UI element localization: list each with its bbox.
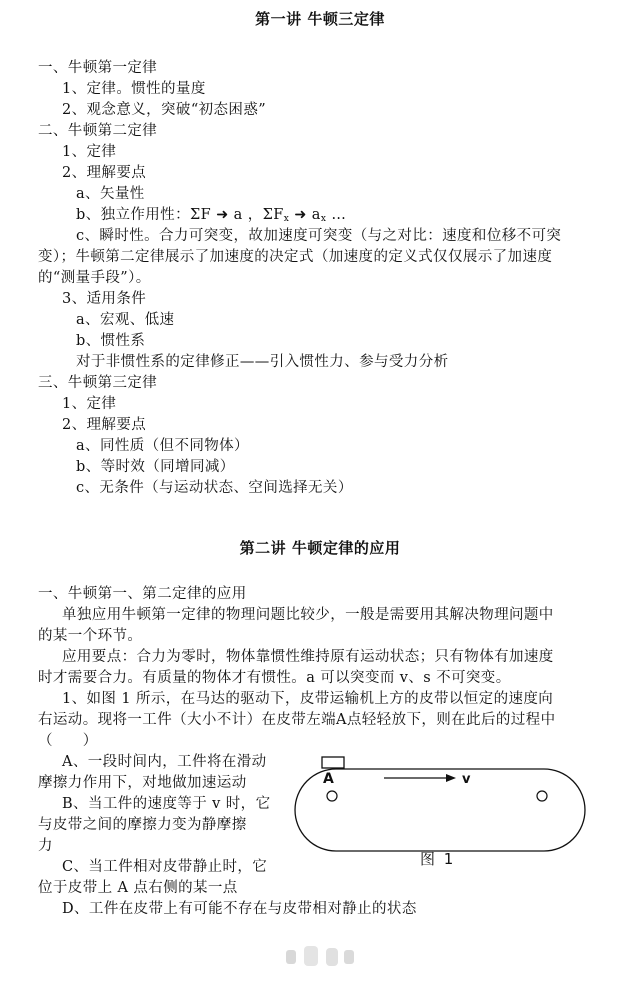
section2-item3: 3、适用条件 — [62, 291, 147, 307]
footer-blur-block — [326, 948, 338, 966]
section1-heading: 一、牛顿第一定律 — [38, 60, 158, 76]
paragraph1-line2: 的某一个环节。 — [38, 628, 143, 644]
question1-answer-blank: （ ） — [38, 733, 98, 749]
lecture2-title: 第二讲 牛顿定律的应用 — [239, 539, 401, 557]
section3-item2: 2、理解要点 — [62, 417, 147, 433]
section2-point-a: a、矢量性 — [76, 186, 145, 202]
section1-item2: 2、观念意义，突破“初态困惑” — [62, 102, 267, 118]
question1-line1: 1、如图 1 所示，在马达的驱动下，皮带运输机上方的皮带以恒定的速度向 — [62, 691, 554, 707]
option-b-line1: B、当工件的速度等于 v 时，它 — [62, 796, 271, 812]
footer-blur-block — [344, 950, 354, 964]
belt-right-wrap — [544, 769, 585, 851]
section3-point-c: c、无条件（与运动状态、空间选择无关） — [76, 480, 353, 496]
section3-heading: 三、牛顿第三定律 — [38, 375, 158, 391]
section2-point-c-line2: 变）；牛顿第二定律展示了加速度的决定式（加速度的定义式仅仅展示了加速度 — [38, 249, 553, 265]
question1-line2: 右运动。现将一工件（大小不计）在皮带左端A点轻轻放下，则在此后的过程中 — [38, 712, 556, 728]
section2-point-c-line1: c、瞬时性。合力可突变，故加速度可突变（与之对比：速度和位移不可突 — [76, 228, 562, 244]
right-pulley-axle — [537, 791, 547, 801]
section2-note: 对于非惯性系的定律修正——引入惯性力、参与受力分析 — [76, 354, 449, 370]
option-a-line1: A、一段时间内，工件将在滑动 — [62, 754, 267, 770]
section3-point-a: a、同性质（但不同物体） — [76, 438, 249, 454]
section2-heading: 二、牛顿第二定律 — [38, 123, 158, 139]
workpiece-block — [322, 757, 344, 768]
left-pulley-axle — [327, 791, 337, 801]
section2-item3-a: a、宏观、低速 — [76, 312, 175, 328]
lecture2-section1-heading: 一、牛顿第一、第二定律的应用 — [38, 586, 247, 602]
option-b-line2: 与皮带之间的摩擦力变为静摩擦 — [38, 817, 247, 833]
section2-item3-b: b、惯性系 — [76, 333, 146, 349]
point-b-prefix: b、独立作用性：ΣF ➜ a ，ΣF — [76, 207, 284, 223]
point-a-label: A — [323, 771, 334, 787]
paragraph2-line1: 应用要点：合力为零时，物体靠惯性维持原有运动状态；只有物体有加速度 — [62, 649, 554, 665]
figure-caption: 图 1 — [420, 850, 456, 868]
point-b-suffix: … — [326, 207, 347, 223]
section1-item1: 1、定律。惯性的量度 — [62, 81, 206, 97]
lecture1-title: 第一讲 牛顿三定律 — [255, 10, 385, 28]
option-d: D、工件在皮带上有可能不存在与皮带相对静止的状态 — [62, 901, 417, 917]
section3-item1: 1、定律 — [62, 396, 117, 412]
option-a-line2: 摩擦力作用下，对地做加速运动 — [38, 775, 247, 791]
paragraph1-line1: 单独应用牛顿第一定律的物理问题比较少，一般是需要用其解决物理问题中 — [62, 607, 554, 623]
option-b-line3: 力 — [38, 838, 53, 854]
paragraph2-line2: 时才需要合力。有质量的物体才有惯性。a 可以突变而 v、s 不可突变。 — [38, 670, 511, 686]
section2-item2: 2、理解要点 — [62, 165, 147, 181]
option-c-line2: 位于皮带上 A 点右侧的某一点 — [38, 880, 238, 896]
subscript-x: x — [320, 214, 327, 224]
footer-blur-block — [304, 946, 318, 966]
velocity-label: v — [462, 772, 471, 787]
page-footer-mark — [282, 940, 362, 970]
section2-item1: 1、定律 — [62, 144, 117, 160]
velocity-arrow-head — [446, 774, 456, 782]
option-c-line1: C、当工件相对皮带静止时，它 — [62, 859, 268, 875]
point-b-mid: ➜ a — [289, 207, 321, 223]
subscript-x: x — [283, 214, 290, 224]
section3-point-b: b、等时效（同增同减） — [76, 459, 235, 475]
footer-blur-block — [286, 950, 296, 964]
section2-point-c-line3: 的“测量手段”）。 — [38, 270, 151, 286]
